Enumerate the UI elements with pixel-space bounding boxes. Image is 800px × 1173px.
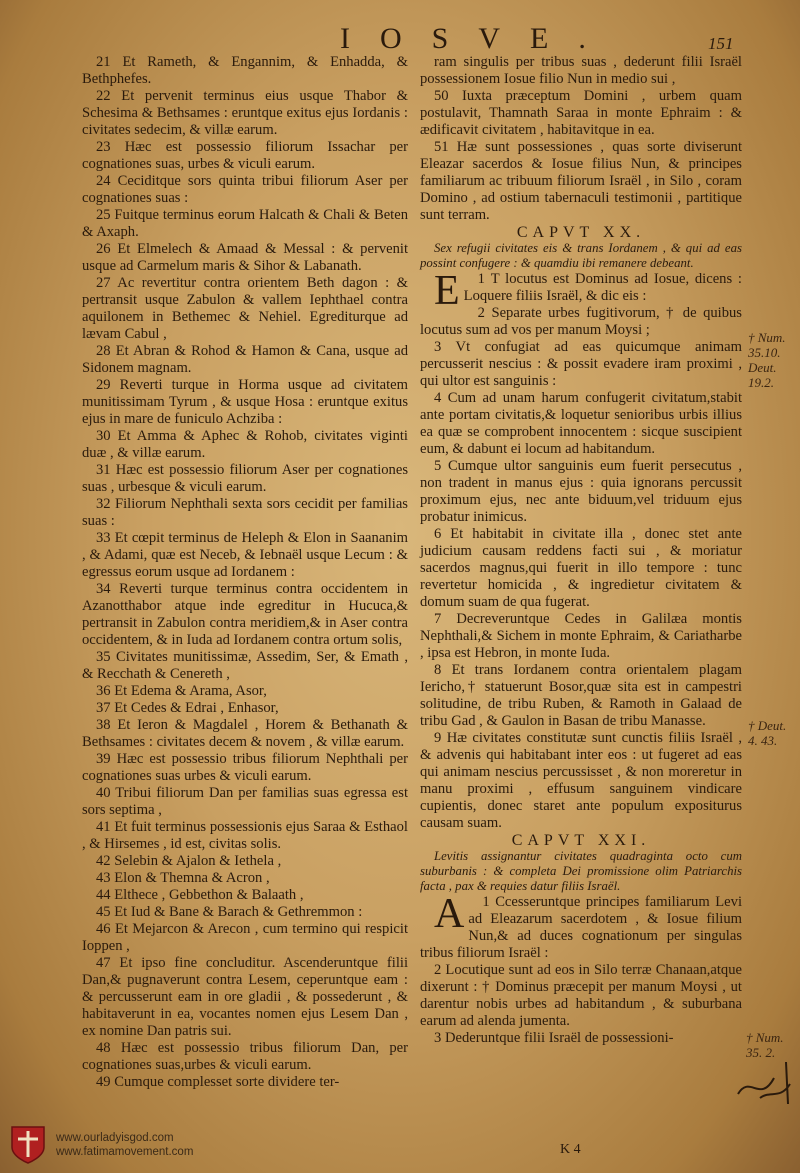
chapter-summary: Sex refugii civitates eis & trans Iordanem , & qui ad eas possint confugere : & quamdiu ibi remanere debeant. [420,241,742,270]
verse: 9 Hæ civitates constitutæ sunt cunctis filiis Israël , & advenis qui habitabant inter eos : ut fugeret ad eas qui animam nescius percussisset , & non moreretur in manu proximi , effusum sanguinem vindicare cupientis, donec staret ante populum expositurus causam suam. [420,730,742,831]
verse: 30 Et Amma & Aphec & Rohob, civitates viginti duæ , & villæ earum. [82,428,408,461]
verse: 27 Ac revertitur contra orientem Beth dagon : & pertransit usque Zabulon & vallem Iephthael contra aquilonem in Bethemec & Nehiel. Egrediturque ad lævam Cabul , [82,275,408,342]
drop-cap: E [434,268,460,314]
verse: 36 Et Edema & Arama, Asor, [96,683,267,699]
verse: 45 Et Iud & Bane & Barach & Gethremmon : [96,904,363,920]
verse: 8 Et trans Iordanem contra orientalem plagam Iericho,† statuerunt Bosor,quæ sita est in campestri solitudine, de tribu Ruben, & Ramoth in Galaad de tribu Gad , & Gaulon in Basan de tribu Manasse. [420,662,742,729]
right-column [420,54,742,1047]
margin-note-line: † Num. [748,330,786,345]
verse: 21 Et Rameth, & Engannim, & Enhadda, & Bethphefes. [82,54,408,87]
handwritten-mark [730,1054,800,1114]
verse: 3 Dederuntque filii Israël de possessioni- [434,1030,674,1046]
verse: 33 Et cœpit terminus de Heleph & Elon in Saananim , & Adami, quæ est Neceb, & Iebnaël usque Lecum : & egressus eorum usque ad Iordanem : [82,530,408,580]
verse-number: 1 [477,271,491,287]
footer-url[interactable]: www.ourladyisgod.com [56,1132,174,1144]
verse: 4 Cum ad unam harum confugerit civitatum,stabit ante portam civitatis,& loquetur senioribus urbis illius ea quæ se comprobent innocentem : sicque suscipient eum, & dabunt ei locum ad habitandum. [420,390,742,457]
verse: 24 Ceciditque sors quinta tribui filiorum Aser per cognationes suas : [82,173,408,206]
footer-urls [56,1131,193,1159]
page-header [0,22,800,54]
verse: 26 Et Elmelech & Amaad & Messal : & pervenit usque ad Carmelum maris & Sihor & Labanath. [82,241,408,274]
running-title: IOSVE. [340,22,616,55]
left-column [82,54,408,1091]
verse: 2 Locutique sunt ad eos in Silo terræ Chanaan,atque dixerunt : † Dominus præcepit per manum Moysi , ut darentur nobis urbes ad habitandum , & suburbana earum ad alenda jumenta. [420,962,742,1029]
margin-note-line: † Num. [746,1030,784,1045]
margin-note-line: Deut. [748,360,777,375]
watermark-footer [10,1121,210,1169]
verse: 41 Et fuit terminus possessionis ejus Saraa & Esthaol , & Hirsemes , id est, civitas solis. [82,819,408,852]
verse: 7 Decreveruntque Cedes in Galilæa montis Nephthali,& Sichem in monte Ephraim, & Cariatharbe , ipsa est Hebron, in monte Iuda. [420,611,742,661]
verse-text: T locutus est Dominus ad Iosue, dicens : Loquere filiis Israël, & dic eis : [463,271,742,304]
margin-note [748,330,786,390]
page-number: 151 [708,34,734,53]
verse: 25 Fuitque terminus eorum Halcath & Chali & Beten & Axaph. [82,207,408,240]
verse: 29 Reverti turque in Horma usque ad civitatem munitissimam Tyrum , & usque Hosa : eruntque exitus ejus in mare de funiculo Achziba : [82,377,408,427]
shield-logo-icon [10,1125,46,1165]
verse: 43 Elon & Themna & Acron , [96,870,270,886]
verse-number: 1 [482,894,496,910]
verse: 46 Et Mejarcon & Arecon , cum termino qui respicit Ioppen , [82,921,408,954]
margin-note-line: 19.2. [748,375,774,390]
verse [420,268,742,314]
verse: 39 Hæc est possessio tribus filiorum Nephthali per cognationes suas urbes & viculi earum. [82,751,408,784]
verse: ram singulis per tribus suas , dederunt filii Israël possessionem Iosue filio Nun in medio sui , [420,54,742,87]
verse: 37 Et Cedes & Edrai , Enhasor, [96,700,279,716]
verse: 6 Et habitabit in civitate illa , donec stet ante judicium causam reddens facti sui , & moriatur sacerdos magnus,qui fuerit in illo tempore : tunc revertetur homicida , & ingredietur civitatem & domum suam de qua fugerat. [420,526,742,610]
margin-note-line: 4. 43. [748,733,778,748]
footer-url[interactable]: www.fatimamovement.com [56,1146,194,1158]
margin-note-line: 35.10. [748,345,781,360]
signature-mark: K 4 [560,1142,581,1157]
verse: 32 Filiorum Nephthali sexta sors cecidit per familias suas : [82,496,408,529]
chapter-summary: Levitis assignantur civitates quadraginta octo cum suburbanis : & completa Dei promissione olim Patriarchis facta , pax & requies datur filiis Israël. [420,849,742,893]
verse: 35 Civitates munitissimæ, Assedim, Ser, & Emath , & Recchath & Cenereth , [82,649,408,682]
verse: 34 Reverti turque terminus contra occidentem in Azanotthabor atque inde egreditur in Hucuca,& pertransit in Zabulon contra meridiem,& in Aser contra occidentem, & in Iuda ad Iordanem contra ortum solis, [82,581,408,648]
drop-cap: A [434,891,465,937]
margin-note-line: † Deut. [748,718,787,733]
verse: 5 Cumque ultor sanguinis eum fuerit persecutus , non tradent in manus ejus : quia ignorans percussit proximum ejus, nec ante biduum,vel triduum ejus probatur inimicus. [420,458,742,525]
chapter-heading: CAPVT XX. [516,224,646,241]
verse: 49 Cumque complesset sorte dividere ter- [96,1074,340,1090]
verse: 2 Separate urbes fugitivorum, † de quibus locutus sum ad vos per manum Moysi ; [420,305,742,338]
verse: 40 Tribui filiorum Dan per familias suas egressa est sors septima , [82,785,408,818]
verse: 42 Selebin & Ajalon & Iethela , [96,853,282,869]
verse: 47 Et ipso fine concluditur. Ascenderuntque filii Dan,& pugnaverunt contra Lesem, ceperuntque eam : & percusserunt eam in ore gladii , & possederunt , & habitaverunt in ea, vocantes nomen ejus Lesem Dan , ex nomine Dan patris sui. [82,955,408,1039]
verse-text: Ccesseruntque principes familiarum Levi ad Eleazarum sacerdotem , & Iosue filium Nun,& ad duces cognationum per singulas tribus filiorum Israël : [420,894,742,961]
verse: 3 Vt confugiat ad eas quicumque animam percusserit nescius : & possit evadere iram proximi , qui ultor est sanguinis : [420,339,742,389]
verse: 23 Hæc est possessio filiorum Issachar per cognationes suas, urbes & viculi earum. [82,139,408,172]
verse: 22 Et pervenit terminus eius usque Thabor & Schesima & Bethsames : eruntque exitus ejus Iordanis : civitates sedecim, & villæ earum. [82,88,408,138]
verse: 31 Hæc est possessio filiorum Aser per cognationes suas , urbesque & viculi earum. [82,462,408,495]
verse: 51 Hæ sunt possessiones , quas sorte diviserunt Eleazar sacerdos & Iosue filius Nun, & principes familiarum ac tribuum filiorum Israël , in Silo , coram Domino , ad ostium tabernaculi testimonii , partitique sunt terram. [420,139,742,223]
margin-note [748,718,786,748]
verse: 38 Et Ieron & Magdalel , Horem & Bethanath & Bethsames : civitates decem & novem , & villæ earum. [82,717,408,750]
chapter-heading: CAPVT XXI. [511,832,651,849]
verse: 28 Et Abran & Rohod & Hamon & Cana, usque ad Sidonem magnam. [82,343,408,376]
margin-note-line: 35. 2. [746,1045,776,1060]
verse: 44 Elthece , Gebbethon & Balaath , [96,887,304,903]
verse: 50 Iuxta præceptum Domini , urbem quam postulavit, Thamnath Saraa in monte Ephraim : & ædificavit civitatem , habitavitque in ea. [420,88,742,138]
verse: 48 Hæc est possessio tribus filiorum Dan, per cognationes suas,urbes & viculi earum. [82,1040,408,1073]
verse [420,891,742,962]
